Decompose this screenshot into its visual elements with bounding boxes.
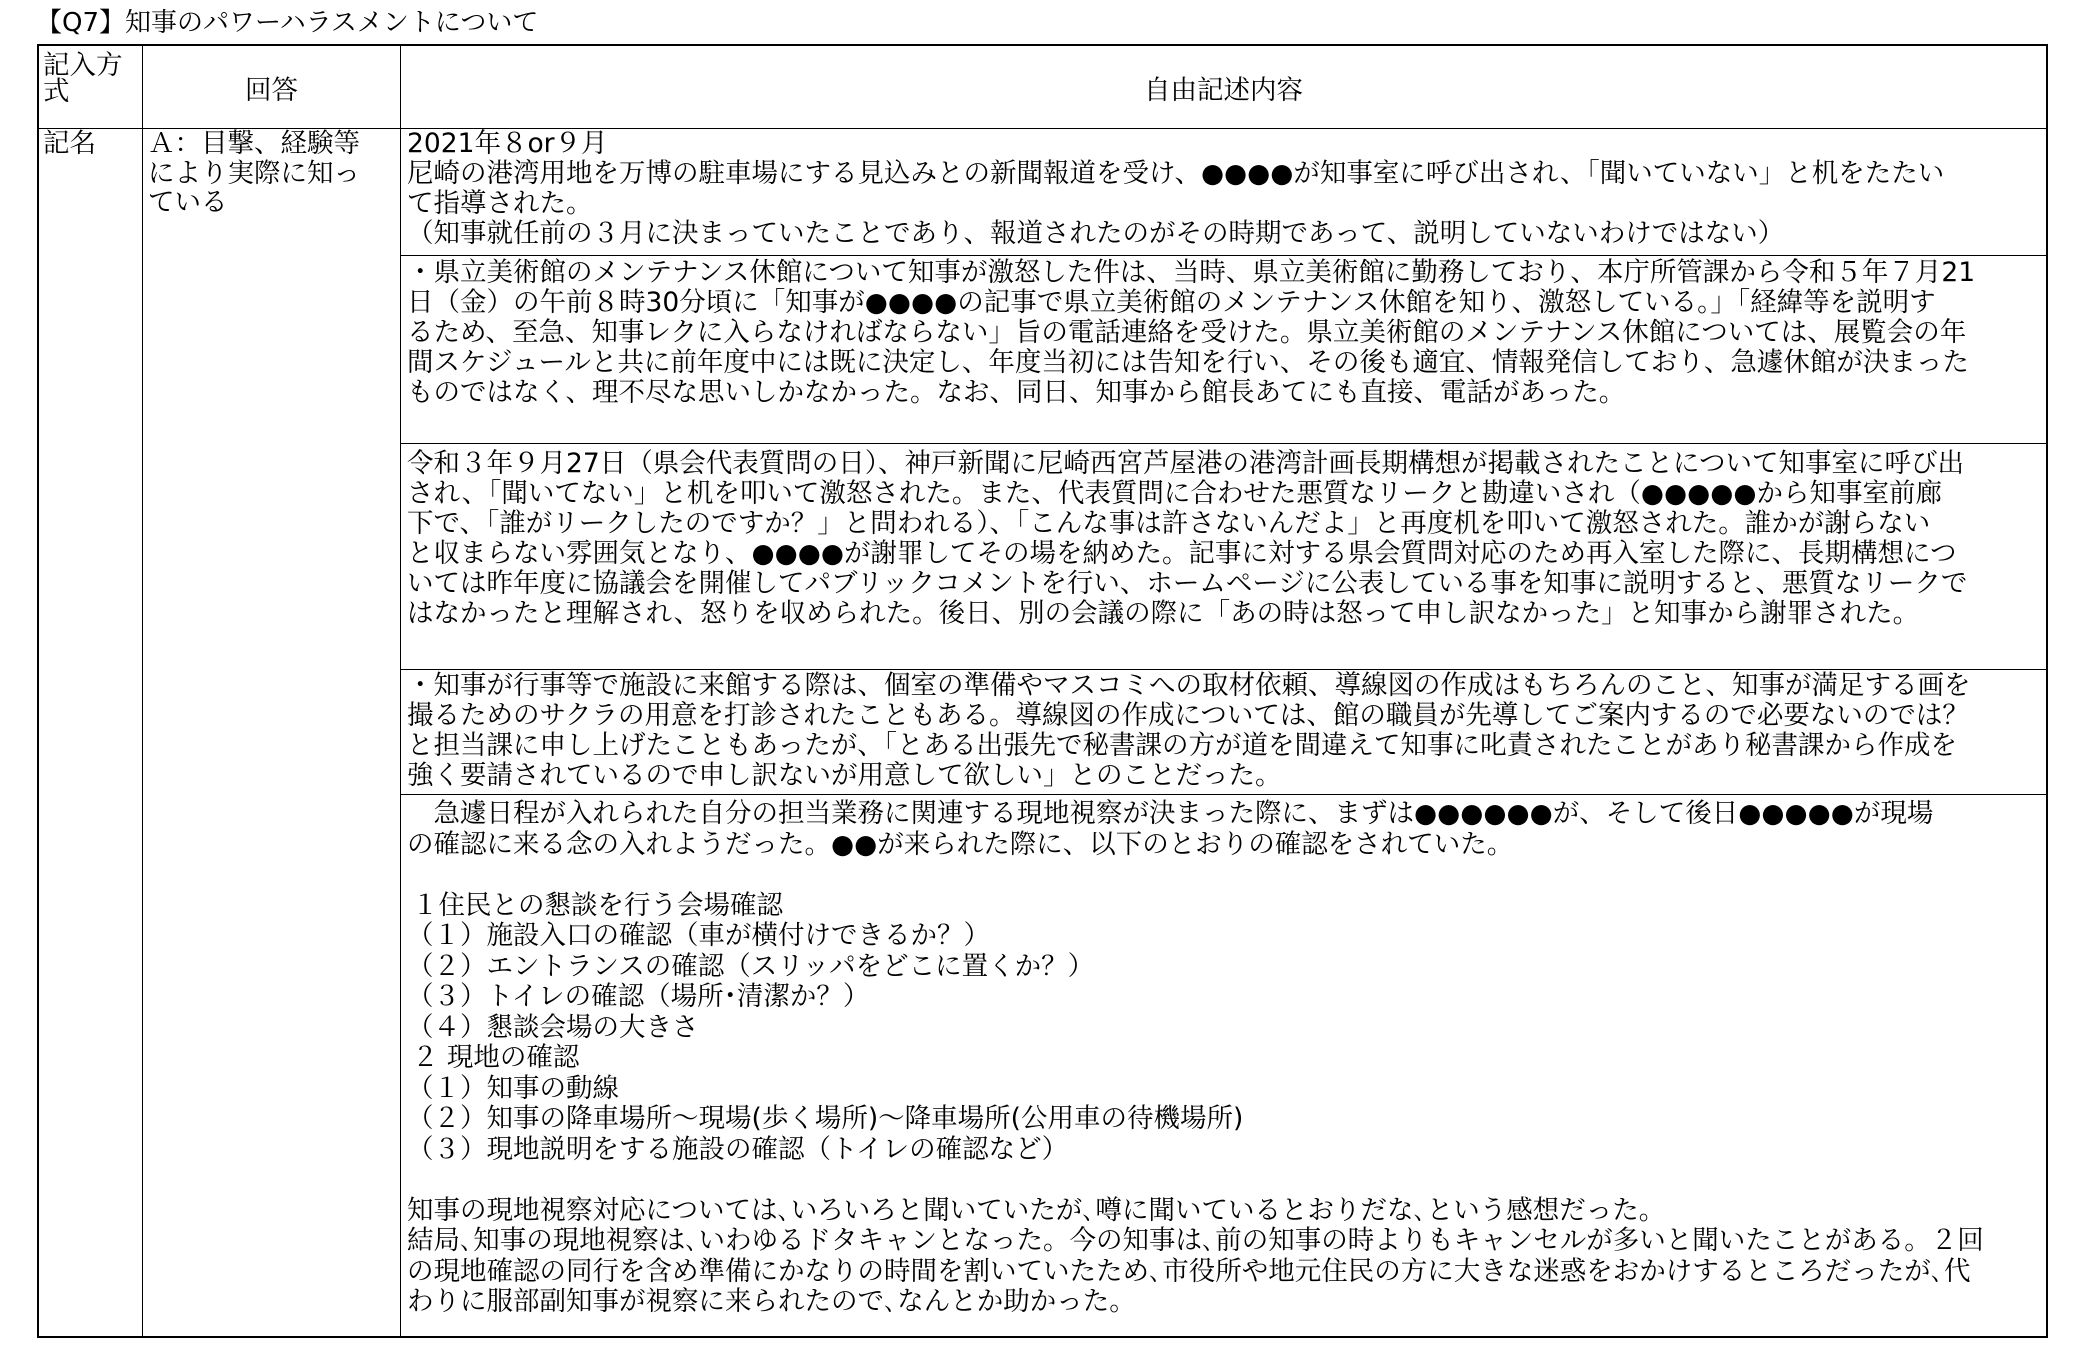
header-answer-label: 回答 [245, 74, 298, 106]
entry-method-cell [39, 129, 143, 1336]
answer-line: により実際に知っ [148, 157, 360, 189]
free-description-entry-4 [401, 669, 2046, 794]
text-line: と収まらない雰囲気となり、●●●●が謝罪してその場を納めた。記事に対する県会質問対応のため再入室した際に、長期構想につ [407, 538, 1957, 569]
answer-line: ている [148, 187, 228, 218]
text-line: わりに服部副知事が視察に来られたので､なんとか助かった。 [407, 1286, 1136, 1317]
text-line: （知事就任前の３月に決まっていたことであり、報道されたのがその時期であって、説明していないわけではない） [407, 218, 1785, 249]
header-entry-method-label: 記入方式 [43, 50, 123, 107]
entry-method-value: 記名 [43, 129, 96, 159]
text-line: 撮るためのサクラの用意を打診されたこともある。導線図の作成については、館の職員が先導してご案内するので必要ないのでは？ [407, 700, 1969, 731]
text-line: 急遽日程が入れられた自分の担当業務に関連する現地視察が決まった際に、まずは●●●●●●が、そして後日●●●●●が現場 [407, 798, 1934, 829]
text-line: 尼崎の港湾用地を万博の駐車場にする見込みとの新聞報道を受け、●●●●が知事室に呼び出され、「聞いていない」と机をたたい [407, 158, 1945, 189]
text-line: 令和３年９月27日（県会代表質問の日）、神戸新聞に尼崎西宮芦屋港の港湾計画長期構想が掲載されたことについて知事室に呼び出 [407, 448, 1964, 479]
text-line: ・県立美術館のメンテナンス休館について知事が激怒した件は、当時、県立美術館に勤務しており、本庁所管課から令和５年７月21 [407, 257, 1976, 288]
text-line: いては昨年度に協議会を開催してパブリックコメントを行い、ホームページに公表している事を知事に説明すると、悪質なリークで [407, 568, 1968, 599]
text-line: 下で、「誰がリークしたのですか？」と問われる）、「こんな事は許さないんだよ」と再度机を叩いて激怒された。誰かが謝らない [407, 508, 1931, 539]
text-line: の現地確認の同行を含め準備にかなりの時間を割いていたため､市役所や地元住民の方に大きな迷惑をおかけするところだったが､代 [407, 1255, 1971, 1287]
text-line: 日（金）の午前８時30分頃に「知事が●●●●の記事で県立美術館のメンテナンス休館を知り、激怒している。」「経緯等を説明す [407, 287, 1936, 318]
header-entry-method [39, 46, 143, 129]
checklist-item: （２）知事の降車場所～現場(歩く場所)～降車場所(公用車の待機場所) [407, 1103, 1244, 1134]
checklist-heading: ２ 現地の確認 [412, 1042, 580, 1073]
page-title: 【Q7】知事のパワーハラスメントについて [36, 8, 539, 38]
checklist-item: （４）懇談会場の大きさ [407, 1011, 699, 1043]
text-line: の確認に来る念の入れようだった。●●が来られた際に、以下のとおりの確認をされていた。 [407, 828, 1514, 860]
blank-line [407, 1165, 2042, 1196]
checklist-item: （１）施設入口の確認（車が横付けできるか？） [407, 920, 990, 951]
text-line: るため、至急、知事レクに入らなければならない」旨の電話連絡を受けた。県立美術館のメンテナンス休館については、展覧会の年 [407, 317, 1967, 348]
checklist-item: （２）エントランスの確認（スリッパをどこに置くか？） [407, 950, 1095, 982]
answer-cell [143, 129, 401, 1336]
answer-line: Ａ：目撃、経験等 [148, 129, 360, 159]
text-line: ものではなく、理不尽な思いしかなかった。なお、同日、知事から館長あてにも直接、電話があった。 [407, 377, 1626, 408]
text-line: はなかったと理解され、怒りを収められた。後日、別の会議の際に「あの時は怒って申し訳なかった」と知事から謝罪された。 [407, 598, 1920, 629]
checklist-item: （１）知事の動線 [407, 1072, 619, 1104]
checklist-item: （３）現地説明をする施設の確認（トイレの確認など） [407, 1133, 1069, 1165]
checklist-item: （３）トイレの確認（場所･清潔か？） [407, 981, 870, 1012]
survey-table [37, 44, 2048, 1338]
header-answer [143, 46, 401, 129]
free-description-entry-1 [401, 129, 2046, 255]
text-line: され、「聞いてない」と机を叩いて激怒された。また、代表質問に合わせた悪質なリークと勘違いされ（●●●●●から知事室前廊 [407, 478, 1942, 509]
free-description-entry-2 [401, 255, 2046, 443]
free-description-entry-3 [401, 443, 2046, 669]
text-line: 強く要請されているので申し訳ないが用意して欲しい」とのことだった。 [407, 760, 1282, 791]
free-description-entry-5 [401, 794, 2046, 1336]
text-line: て指導された。 [407, 188, 593, 219]
checklist-heading: １住民との懇談を行う会場確認 [412, 889, 783, 921]
blank-line [407, 860, 2042, 891]
text-line: 2021年８or９月 [407, 129, 608, 159]
header-free-description-label: 自由記述内容 [1144, 74, 1303, 106]
text-line: 知事の現地視察対応については､いろいろと聞いていたが､噂に聞いているとおりだな､という感想だった。 [407, 1194, 1666, 1226]
text-line: と担当課に申し上げたこともあったが、「とある出張先で秘書課の方が道を間違えて知事に叱責されたことがあり秘書課から作成を [407, 730, 1957, 761]
text-line: ・知事が行事等で施設に来館する際は、個室の準備やマスコミへの取材依頼、導線図の作成はもちろんのこと、知事が満足する画を [407, 670, 1971, 701]
text-line: 間スケジュールと共に前年度中には既に決定し、年度当初には告知を行い、その後も適宜、情報発信しており、急遽休館が決まった [407, 347, 1969, 378]
header-free-description [401, 46, 2046, 129]
text-line: 結局､知事の現地視察は､いわゆるドタキャンとなった。今の知事は､前の知事の時よりもキャンセルが多いと聞いたことがある。２回 [407, 1225, 1984, 1256]
